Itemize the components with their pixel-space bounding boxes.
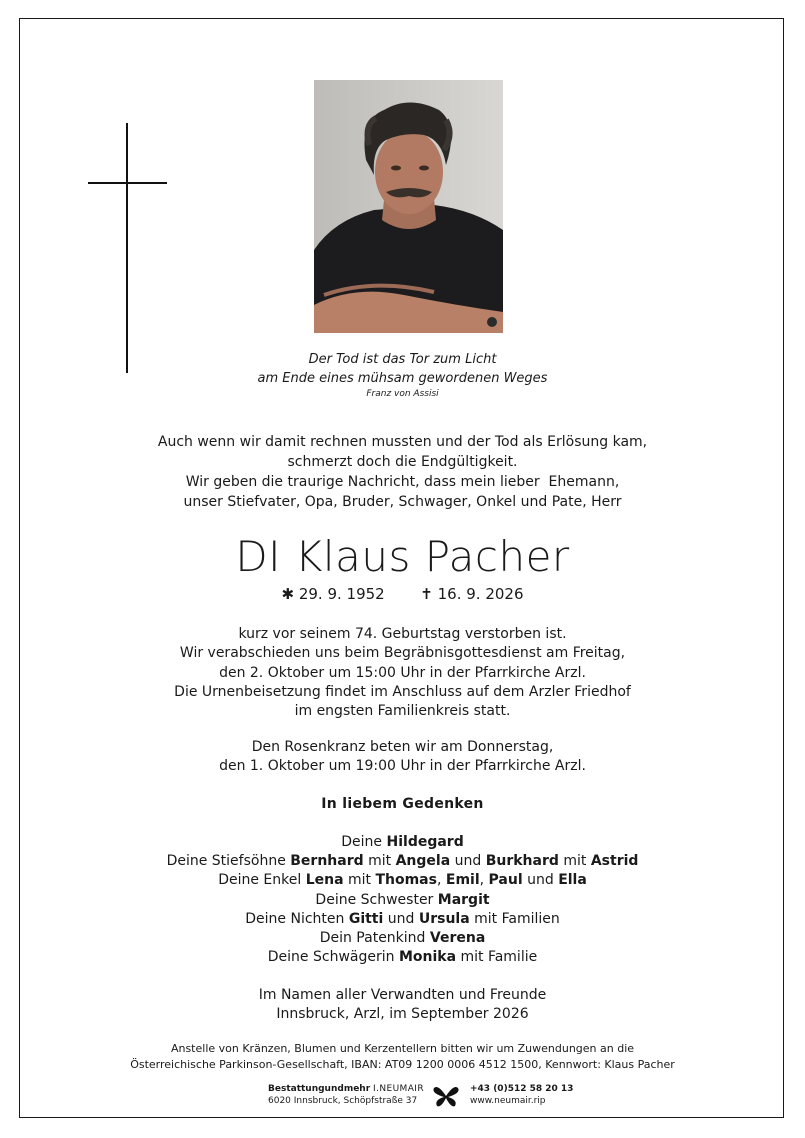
family-name: Emil bbox=[445, 872, 480, 889]
family-line bbox=[60, 929, 745, 948]
closing-line: Im Namen aller Verwandten und Freunde bbox=[258, 987, 547, 1003]
family-name: Bernhard bbox=[290, 853, 364, 870]
family-line bbox=[60, 871, 745, 890]
family-name: Angela bbox=[395, 853, 451, 870]
family-text: , bbox=[479, 872, 489, 889]
rosary-info bbox=[60, 738, 745, 777]
funeral-line: den 2. Oktober um 15:00 Uhr in der Pfarrkirche Arzl. bbox=[219, 664, 586, 681]
family-text: mit Familie bbox=[456, 949, 538, 966]
family-line bbox=[60, 833, 745, 852]
family-text: Deine Stiefsöhne bbox=[166, 853, 291, 870]
family-name: Astrid bbox=[590, 853, 639, 870]
family-name: Paul bbox=[488, 872, 523, 889]
death-date: 16. 9. 2026 bbox=[437, 585, 524, 603]
funeral-home-website: www.neumair.rip bbox=[470, 1096, 546, 1106]
family-text: , bbox=[436, 872, 446, 889]
intro-line: Auch wenn wir damit rechnen mussten und der Tod als Erlösung kam, bbox=[157, 434, 648, 450]
family-text: mit bbox=[558, 853, 591, 870]
birth-date: 29. 9. 1952 bbox=[298, 585, 385, 603]
family-line bbox=[60, 852, 745, 871]
family-text: mit Familien bbox=[469, 910, 560, 927]
family-list bbox=[60, 833, 745, 967]
family-text: Deine Schwägerin bbox=[267, 949, 399, 966]
intro-text bbox=[60, 432, 745, 512]
quote-block bbox=[60, 350, 745, 400]
donation-line: Anstelle von Kränzen, Blumen und Kerzentellern bitten wir um Zuwendungen an die bbox=[170, 1042, 635, 1055]
family-text: Deine Nichten bbox=[245, 910, 349, 927]
funeral-home-address: 6020 Innsbruck, Schöpfstraße 37 bbox=[268, 1096, 418, 1106]
deceased-name: DI Klaus Pacher bbox=[235, 532, 570, 581]
footer-right bbox=[470, 1083, 573, 1107]
intro-line: unser Stiefvater, Opa, Bruder, Schwager, Onkel und Pate, Herr bbox=[183, 494, 622, 510]
family-name: Gitti bbox=[348, 910, 384, 927]
family-name: Margit bbox=[437, 891, 490, 908]
funeral-home-phone: +43 (0)512 58 20 13 bbox=[470, 1084, 574, 1094]
brand-name-2: I.NEUMAIR bbox=[373, 1084, 424, 1094]
butterfly-logo-icon bbox=[432, 1084, 460, 1108]
cross-vertical-bar bbox=[126, 123, 128, 373]
family-name: Verena bbox=[429, 930, 486, 947]
death-cross-icon: ✝ bbox=[420, 585, 433, 603]
quote-line: am Ende eines mühsam gewordenen Weges bbox=[257, 371, 548, 386]
funeral-info bbox=[60, 625, 745, 721]
family-text: mit bbox=[363, 853, 396, 870]
family-text: mit bbox=[343, 872, 376, 889]
family-name: Thomas bbox=[375, 872, 437, 889]
family-line bbox=[60, 948, 745, 967]
family-name: Lena bbox=[305, 872, 344, 889]
family-line bbox=[60, 910, 745, 929]
funeral-home-brand bbox=[268, 1083, 424, 1095]
family-name: Ella bbox=[558, 872, 587, 889]
cross-horizontal-bar bbox=[88, 182, 167, 184]
intro-line: Wir geben die traurige Nachricht, dass mein lieber Ehemann, bbox=[185, 474, 620, 490]
family-text: Deine Enkel bbox=[218, 872, 306, 889]
donation-note bbox=[60, 1041, 745, 1073]
funeral-line: Wir verabschieden uns beim Begräbnisgottesdienst am Freitag, bbox=[179, 645, 626, 662]
family-line bbox=[60, 891, 745, 910]
closing-block bbox=[60, 986, 745, 1024]
family-text: und bbox=[522, 872, 559, 889]
footer bbox=[0, 1083, 805, 1109]
donation-line: Österreichische Parkinson-Gesellschaft, IBAN: AT09 1200 0006 4512 1500, Kennwort: Klaus Pacher bbox=[130, 1058, 675, 1071]
family-name: Hildegard bbox=[386, 834, 464, 850]
life-dates bbox=[60, 584, 745, 604]
family-name: Burkhard bbox=[485, 853, 559, 870]
portrait-photo bbox=[314, 80, 503, 333]
funeral-line: im engsten Familienkreis statt. bbox=[294, 703, 511, 720]
intro-line: schmerzt doch die Endgültigkeit. bbox=[287, 454, 518, 470]
family-name: Monika bbox=[398, 949, 457, 966]
place-date-line: Innsbruck, Arzl, im September 2026 bbox=[276, 1006, 529, 1022]
family-text: Dein Patenkind bbox=[319, 930, 430, 947]
funeral-line: Die Urnenbeisetzung findet im Anschluss auf dem Arzler Friedhof bbox=[174, 683, 631, 700]
rosary-line: Den Rosenkranz beten wir am Donnerstag, bbox=[251, 739, 554, 755]
family-text: Deine Schwester bbox=[315, 891, 438, 908]
rosary-line: den 1. Oktober um 19:00 Uhr in der Pfarrkirche Arzl. bbox=[219, 758, 586, 775]
family-name: Ursula bbox=[418, 910, 470, 927]
footer-left bbox=[268, 1083, 424, 1107]
family-text: und bbox=[383, 910, 419, 927]
in-memory-heading: In liebem Gedenken bbox=[321, 796, 484, 812]
birth-star-icon: ✱ bbox=[281, 585, 295, 603]
quote-author: Franz von Assisi bbox=[366, 389, 439, 399]
funeral-line: kurz vor seinem 74. Geburtstag verstorben ist. bbox=[238, 626, 567, 642]
quote-line: Der Tod ist das Tor zum Licht bbox=[308, 352, 497, 367]
family-text: und bbox=[450, 853, 486, 870]
family-text: Deine bbox=[341, 834, 387, 850]
brand-name: Bestattungundmehr bbox=[268, 1084, 371, 1094]
